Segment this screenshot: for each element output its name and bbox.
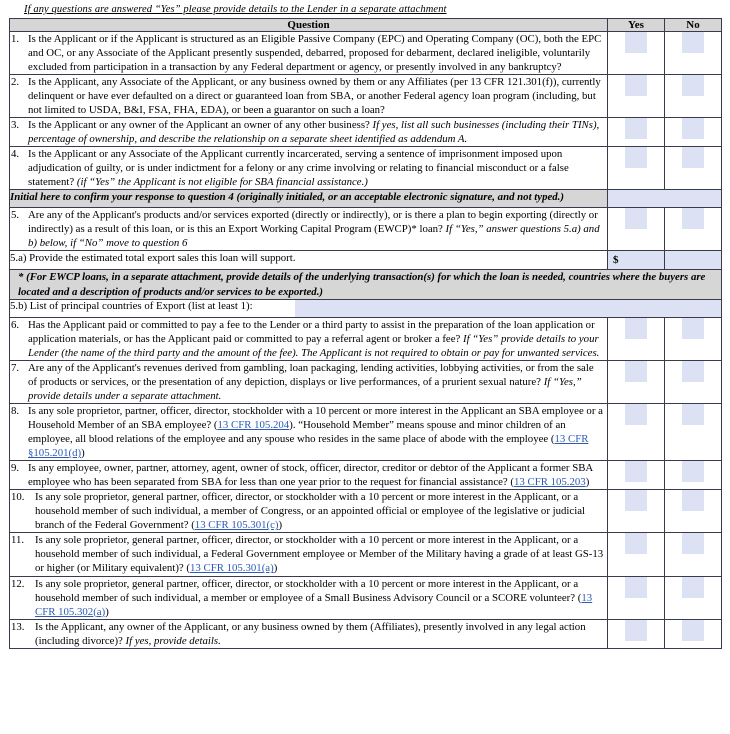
questions-table: [9, 18, 722, 649]
currency-symbol-cell: [608, 251, 665, 270]
checkbox-cell-yes[interactable]: [608, 576, 665, 619]
export-countries-cell: [10, 299, 722, 317]
checkbox-yes[interactable]: [625, 490, 647, 511]
question-cell: [10, 404, 608, 461]
question-cell: [10, 208, 608, 251]
table-row: [10, 118, 722, 147]
checkbox-cell-no[interactable]: [665, 576, 722, 619]
checkbox-cell-no[interactable]: [665, 208, 722, 251]
export-sales-row: [10, 251, 722, 270]
question-text: Is the Applicant or any owner of the Applicant an owner of any other business? If yes, list all such businesses (including their TINs), percentage of ownership, and describe the relationship on a separate sheet identified as addendum A.: [28, 119, 600, 146]
column-header-no: No: [665, 19, 722, 32]
question-cell: [10, 317, 608, 360]
table-row: [10, 317, 722, 360]
checkbox-yes[interactable]: [625, 404, 647, 425]
question-text: Has the Applicant paid or committed to pay a fee to the Lender or a third party to assist in the preparation of the loan application or application materials, or has the Applicant paid or committed to pay a referral agent or broker a fee? If “Yes” provide details to your Lender (the name of the third party and the amount of the fee). The Applicant is not required to obtain or pay for unwanted services.: [28, 318, 600, 359]
dollar-sign: $: [613, 254, 619, 267]
question-text: Are any of the Applicant's products and/or services exported (directly or indirectly), or is there a plan to begin exporting (directly or indirectly) as a result of this loan, or is this an Export Working Capital Program (EWCP)* loan? If “Yes,” answer questions 5.a) and b) below, if “No” move to question 6: [28, 209, 600, 250]
question-text: Is any sole proprietor, general partner, officer, director, or stockholder with a 10 percent or more interest in the Applicant, or a household member of such individual, a member or employee of a Small Business Advisory Council or a SCORE volunteer? (13 CFR 105.302(a)): [35, 577, 593, 618]
checkbox-no[interactable]: [682, 533, 704, 554]
question-text: Is the Applicant, any owner of the Applicant, or any business owned by them (Affiliates), presently involved in any legal action (including divorce)? If yes, provide details.: [35, 620, 586, 647]
regulation-link[interactable]: 13 CFR 105.301(c): [194, 519, 279, 532]
checkbox-cell-yes[interactable]: [608, 461, 665, 490]
checkbox-no[interactable]: [682, 118, 704, 139]
initials-field[interactable]: [608, 190, 721, 207]
question-number: 5.: [11, 209, 20, 222]
question-text: Is any sole proprietor, general partner, officer, director, or stockholder with a 10 percent or more interest in the Applicant, or a household member of such individual, a Federal Government employee or Member of the Military having a grade of at least GS-13 or higher (or Military equivalent)? (13 CFR 105.301(a)): [35, 534, 604, 575]
checkbox-no[interactable]: [682, 620, 704, 641]
question-cell: [10, 533, 608, 576]
regulation-link[interactable]: 13 CFR 105.302(a): [35, 591, 593, 618]
ewcp-footnote-row: [10, 270, 722, 300]
checkbox-cell-yes[interactable]: [608, 32, 665, 75]
regulation-link[interactable]: 13 CFR 105.203: [514, 476, 586, 489]
checkbox-cell-no[interactable]: [665, 404, 722, 461]
question-text: Is the Applicant, any Associate of the Applicant, or any business owned by them or any Affiliates (per 13 CFR 121.301(f)), currently delinquent or have ever defaulted on a direct or guaranteed loan from SBA, or another Federal agency loan program (including, but not limited to USDA, B&I, FSA, FHA, EDA), or been a guarantor on such a loan?: [28, 76, 601, 117]
checkbox-yes[interactable]: [625, 461, 647, 482]
checkbox-no[interactable]: [682, 318, 704, 339]
table-row: [10, 147, 722, 190]
question-cell: [10, 75, 608, 118]
checkbox-cell-yes[interactable]: [608, 208, 665, 251]
table-row: [10, 404, 722, 461]
checkbox-no[interactable]: [682, 147, 704, 168]
checkbox-cell-yes[interactable]: [608, 147, 665, 190]
sba-questionnaire-page: [0, 4, 730, 734]
table-row: [10, 533, 722, 576]
checkbox-cell-no[interactable]: [665, 75, 722, 118]
table-row: [10, 490, 722, 533]
checkbox-cell-no[interactable]: [665, 32, 722, 75]
checkbox-cell-no[interactable]: [665, 533, 722, 576]
table-row: [10, 461, 722, 490]
checkbox-cell-yes[interactable]: [608, 361, 665, 404]
checkbox-no[interactable]: [682, 461, 704, 482]
country-input-3[interactable]: [579, 300, 721, 317]
countries-subtable: [10, 300, 721, 317]
checkbox-cell-yes[interactable]: [608, 75, 665, 118]
initials-input[interactable]: [608, 190, 722, 208]
question-number: 6.: [11, 318, 20, 331]
question-number: 9.: [11, 462, 20, 475]
question-number: 3.: [11, 119, 20, 132]
checkbox-cell-yes[interactable]: [608, 404, 665, 461]
question-cell: [10, 361, 608, 404]
table-row: [10, 576, 722, 619]
export-countries-label: 5.b) List of principal countries of Export (list at least 1):: [10, 300, 295, 317]
question-text: Is the Applicant or any Associate of the Applicant currently incarcerated, serving a sentence of imprisonment imposed upon adjudication of guilty, or is under indictment for a felony or any crime involving or relating to financial misconduct or a false statement? (if “Yes” the Applicant is not eligible for SBA financial assistance.): [28, 148, 569, 189]
checkbox-no[interactable]: [682, 75, 704, 96]
checkbox-cell-no[interactable]: [665, 147, 722, 190]
checkbox-cell-yes[interactable]: [608, 533, 665, 576]
checkbox-yes[interactable]: [625, 318, 647, 339]
initial-confirmation-row: [10, 190, 722, 208]
question-cell: [10, 619, 608, 648]
regulation-link[interactable]: 13 CFR 105.204: [217, 419, 290, 432]
table-body: [10, 32, 722, 649]
table-row: [10, 75, 722, 118]
checkbox-cell-yes[interactable]: [608, 118, 665, 147]
checkbox-yes[interactable]: [625, 75, 647, 96]
checkbox-no[interactable]: [682, 577, 704, 598]
question-number: 7.: [11, 362, 20, 375]
question-text: Is any employee, owner, partner, attorney, agent, owner of stock, officer, director, creditor or debtor of the Applicant a former SBA employee who has been separated from SBA for less than one year prior to the request for financial assistance? (13 CFR 105.203): [28, 462, 593, 489]
checkbox-yes[interactable]: [625, 577, 647, 598]
question-text: Is any sole proprietor, partner, officer, director, stockholder with a 10 percent or more interest in the Applicant an SBA employee or a Household Member of an SBA employee? (13 CFR 105.204). “Household Member” means spouse and minor children of an employee, all blood relations of the employee and any spouse who resides in the same place of abode with the employee (13 CFR §105.201(d)): [28, 405, 603, 460]
export-countries-row: [10, 299, 722, 317]
checkbox-yes[interactable]: [625, 620, 647, 641]
column-header-question: Question: [10, 19, 608, 32]
instruction-line: If any questions are answered “Yes” please provide details to the Lender in a separate attachment: [24, 4, 447, 15]
table-row: [10, 361, 722, 404]
question-number: 1.: [11, 33, 20, 45]
checkbox-cell-no[interactable]: [665, 361, 722, 404]
checkbox-yes[interactable]: [625, 533, 647, 554]
checkbox-no[interactable]: [682, 404, 704, 425]
question-number: 4.: [11, 148, 20, 161]
checkbox-no[interactable]: [682, 208, 704, 229]
export-sales-label: 5.a) Provide the estimated total export sales this loan will support.: [10, 251, 608, 270]
checkbox-cell-no[interactable]: [665, 619, 722, 648]
checkbox-cell-yes[interactable]: [608, 317, 665, 360]
checkbox-yes[interactable]: [625, 208, 647, 229]
checkbox-cell-yes[interactable]: [608, 490, 665, 533]
question-cell: [10, 490, 608, 533]
table-header-row: [10, 19, 722, 32]
checkbox-yes[interactable]: [625, 361, 647, 382]
initial-note-text: Initial here to confirm your response to question 4 (originally initialed, or an acceptable electronic signature, and not typed.): [10, 190, 608, 208]
checkbox-yes[interactable]: [625, 147, 647, 168]
checkbox-cell-no[interactable]: [665, 461, 722, 490]
question-number: 13.: [11, 620, 25, 633]
checkbox-yes[interactable]: [625, 118, 647, 139]
export-sales-amount-input[interactable]: [665, 251, 722, 270]
question-cell: [10, 576, 608, 619]
question-cell: [10, 118, 608, 147]
question-number: 10.: [11, 491, 25, 504]
question-cell: [10, 147, 608, 190]
question-cell: [10, 461, 608, 490]
question-text: Is the Applicant or if the Applicant is structured as an Eligible Passive Company (EPC) and Operating Company (OC), both the EPC and OC, or any Associate of the Applicant presently suspended, debarred, proposed for debarment, declared ineligible, voluntarily excluded from participation in a transaction by any Federal department or agency, or presently involved in any bankruptcy?: [28, 33, 602, 74]
table-row: [10, 619, 722, 648]
question-number: 2.: [11, 76, 20, 89]
checkbox-cell-no[interactable]: [665, 317, 722, 360]
checkbox-no[interactable]: [682, 361, 704, 382]
table-row: [10, 208, 722, 251]
checkbox-cell-no[interactable]: [665, 118, 722, 147]
column-header-yes: Yes: [608, 19, 665, 32]
checkbox-no[interactable]: [682, 32, 704, 53]
checkbox-cell-no[interactable]: [665, 490, 722, 533]
table-row: [10, 32, 722, 75]
export-sales-amount-field[interactable]: [665, 251, 721, 268]
checkbox-cell-yes[interactable]: [608, 619, 665, 648]
question-text: Are any of the Applicant's revenues derived from gambling, loan packaging, lending activities, lobbying activities, or from the sale of products or services, or the presentation of any depiction, displays or live performances, of a prurient sexual nature? If “Yes,” provide details under a separate attachment.: [28, 362, 594, 403]
country-input-2[interactable]: [437, 300, 579, 317]
regulation-link[interactable]: 13 CFR §105.201(d): [28, 433, 589, 460]
question-number: 8.: [11, 405, 20, 418]
ewcp-footnote-text: * (For EWCP loans, in a separate attachment, provide details of the underlying transaction(s) for which the loan is needed, countries where the buyers are located and a description of products and/or services to be exported.): [10, 270, 722, 300]
regulation-link[interactable]: 13 CFR 105.301(a): [190, 562, 274, 575]
country-input-1[interactable]: [295, 300, 437, 317]
question-number: 11.: [11, 534, 25, 547]
checkbox-no[interactable]: [682, 490, 704, 511]
question-text: Is any sole proprietor, general partner, officer, director, or stockholder with a 10 percent or more interest in the Applicant, or a household member of such individual, a member of Congress, or an appointed official or employee of the legislative or judicial branch of the Federal Government? (13 CFR 105.301(c)): [35, 491, 585, 532]
checkbox-yes[interactable]: [625, 32, 647, 53]
question-cell: [10, 32, 608, 75]
question-number: 12.: [11, 577, 25, 590]
